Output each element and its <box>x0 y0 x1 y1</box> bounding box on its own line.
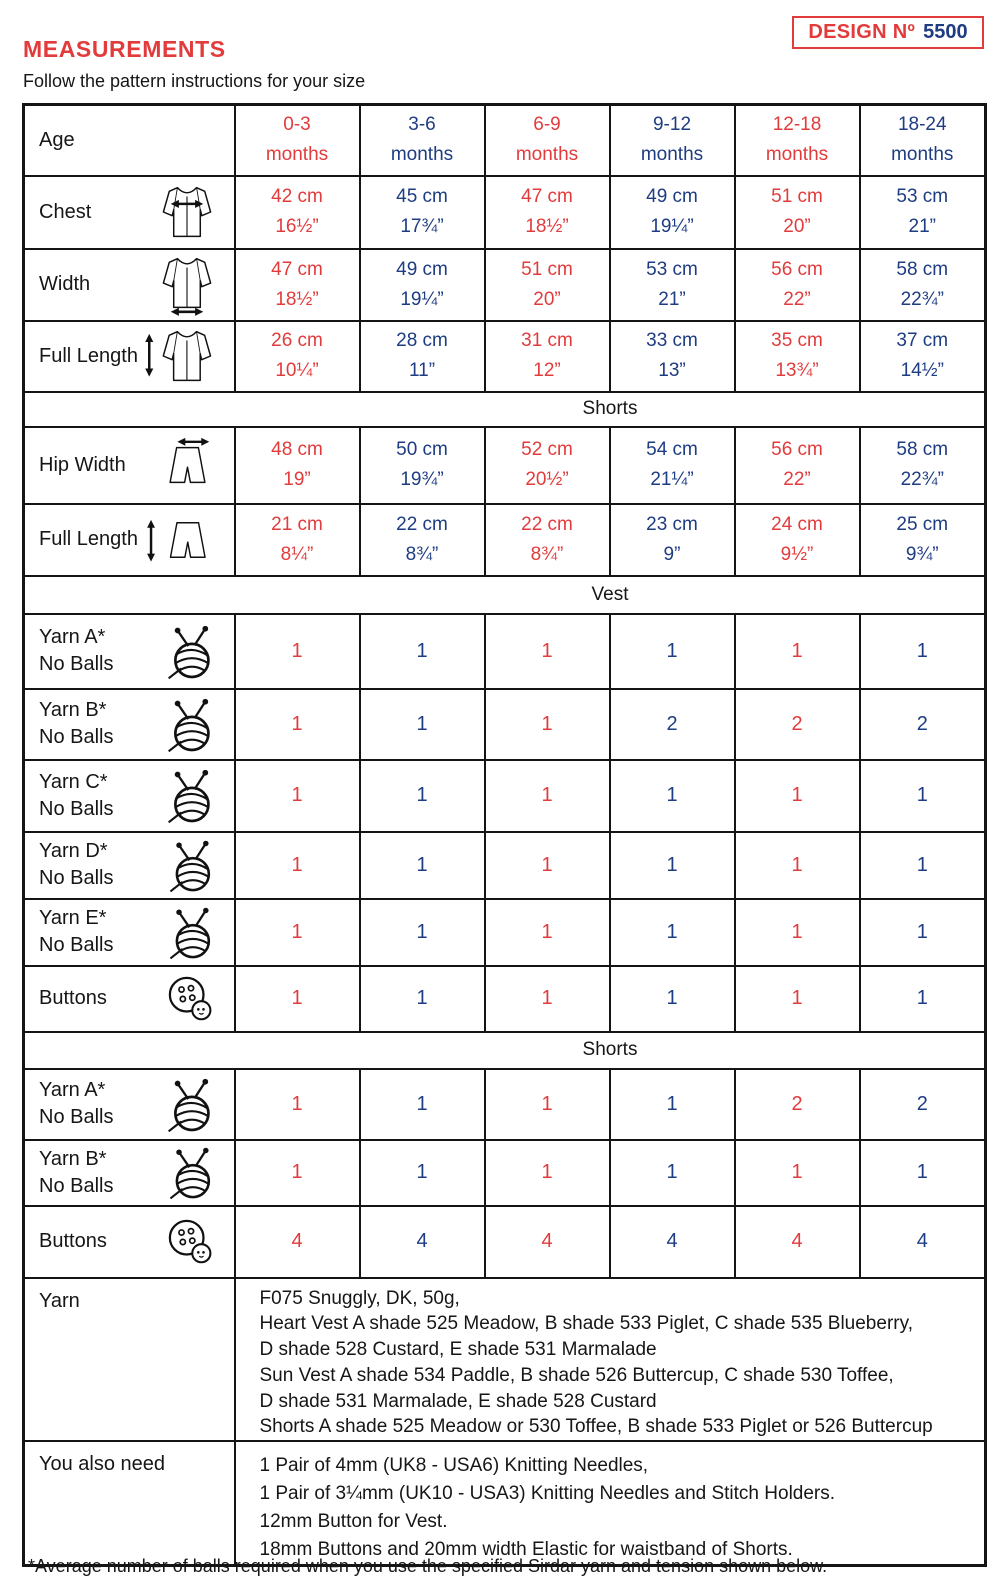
row-label: Full Length <box>39 344 138 367</box>
row-label-cell <box>24 176 235 249</box>
count-cell: 1 <box>235 1140 360 1206</box>
age-col-4: 12-18 months <box>735 105 860 176</box>
yarn-ball-icon <box>166 837 218 894</box>
count-cell: 1 <box>360 760 485 832</box>
count-cell: 1 <box>485 760 610 832</box>
measurement-cell: 25 cm 9¾” <box>860 504 986 576</box>
count-cell: 1 <box>610 899 735 966</box>
count-cell: 4 <box>610 1206 735 1278</box>
age-label: Age <box>24 105 235 176</box>
row-label-cell <box>24 504 235 576</box>
measurement-cell: 45 cm 17¾” <box>360 176 485 249</box>
measurement-cell: 52 cm 20½” <box>485 427 610 504</box>
count-cell: 1 <box>860 966 986 1032</box>
count-cell: 1 <box>610 1140 735 1206</box>
measurement-cell: 42 cm 16½” <box>235 176 360 249</box>
count-cell: 1 <box>610 614 735 689</box>
row-label-cell <box>24 966 235 1032</box>
count-cell: 2 <box>610 689 735 760</box>
table-row-vest-yarn-b <box>24 689 986 760</box>
count-cell: 1 <box>235 689 360 760</box>
measurement-cell: 22 cm 8¾” <box>485 504 610 576</box>
measurement-cell: 53 cm 21” <box>610 249 735 321</box>
measurement-cell: 35 cm 13¾” <box>735 321 860 392</box>
table-row-yarn-info <box>24 1278 986 1442</box>
table-row-vest-yarn-d <box>24 832 986 899</box>
subtitle: Follow the pattern instructions for your size <box>23 71 366 91</box>
count-cell: 1 <box>235 899 360 966</box>
section-row-vest <box>24 576 986 614</box>
measurement-cell: 48 cm 19” <box>235 427 360 504</box>
count-cell: 1 <box>735 1140 860 1206</box>
table-row-vest-yarn-e <box>24 899 986 966</box>
measurement-cell: 22 cm 8¾” <box>360 504 485 576</box>
age-col-1: 3-6 months <box>360 105 485 176</box>
measurement-cell: 37 cm 14½” <box>860 321 986 392</box>
shorts-length-icon <box>146 511 218 569</box>
count-cell: 1 <box>610 832 735 899</box>
measurement-cell: 56 cm 22” <box>735 427 860 504</box>
count-cell: 1 <box>860 899 986 966</box>
row-label-cell <box>24 321 235 392</box>
count-cell: 1 <box>610 1069 735 1140</box>
table-row-shorts-buttons <box>24 1206 986 1278</box>
row-label: Yarn B* No Balls <box>39 699 114 748</box>
count-cell: 2 <box>735 1069 860 1140</box>
row-label: Width <box>39 273 91 295</box>
row-label: You also need <box>24 1441 235 1566</box>
table-row-vest-buttons <box>24 966 986 1032</box>
measurement-cell: 51 cm 20” <box>735 176 860 249</box>
count-cell: 1 <box>360 689 485 760</box>
row-label: Yarn A* No Balls <box>39 626 114 675</box>
row-label: Yarn E* No Balls <box>39 907 114 956</box>
measurement-cell: 58 cm 22¾” <box>860 427 986 504</box>
count-cell: 1 <box>485 614 610 689</box>
age-col-5: 18-24 months <box>860 105 986 176</box>
you-also-need-text: 1 Pair of 4mm (UK8 - USA6) Knitting Needles, 1 Pair of 3¼mm (UK10 - USA3) Knitting Needles and Stitch Holders. 12mm Button for Vest. 18mm Buttons and 20mm width Elastic for waistband of Shorts. <box>235 1441 986 1566</box>
measurement-cell: 49 cm 19¼” <box>610 176 735 249</box>
row-label-cell <box>24 689 235 760</box>
count-cell: 1 <box>235 760 360 832</box>
section-header: Shorts <box>24 1032 986 1069</box>
table-row-you-also-need <box>24 1441 986 1566</box>
count-cell: 1 <box>735 899 860 966</box>
count-cell: 1 <box>360 614 485 689</box>
yarn-ball-icon <box>166 904 218 961</box>
row-label: Yarn A* No Balls <box>39 1079 114 1128</box>
row-label: Hip Width <box>39 453 126 476</box>
measurement-cell: 49 cm 19¼” <box>360 249 485 321</box>
measurement-cell: 50 cm 19¾” <box>360 427 485 504</box>
row-label-cell <box>24 1140 235 1206</box>
count-cell: 1 <box>485 1069 610 1140</box>
measurement-cell: 54 cm 21¼” <box>610 427 735 504</box>
yarn-ball-icon <box>164 766 218 825</box>
count-cell: 4 <box>485 1206 610 1278</box>
yarn-ball-icon <box>164 695 218 754</box>
footnote: *Average number of balls required when you use the specified Sirdar yarn and tension shown below. <box>28 1556 828 1576</box>
table-row-age <box>24 105 986 176</box>
count-cell: 1 <box>610 966 735 1032</box>
measurement-cell: 33 cm 13” <box>610 321 735 392</box>
row-label-cell <box>24 899 235 966</box>
age-col-3: 9-12 months <box>610 105 735 176</box>
section-row-shorts-yarn <box>24 1032 986 1069</box>
shorts-hip-width-icon <box>157 436 218 494</box>
measurement-cell: 47 cm 18½” <box>235 249 360 321</box>
row-label-cell <box>24 249 235 321</box>
section-row-shorts-sizes <box>24 392 986 427</box>
yarn-ball-icon <box>164 622 218 681</box>
measurement-cell: 47 cm 18½” <box>485 176 610 249</box>
age-col-2: 6-9 months <box>485 105 610 176</box>
yarn-info-text: F075 Snuggly, DK, 50g, Heart Vest A shade 525 Meadow, B shade 533 Piglet, C shade 535 Blueberry, D shade 528 Custard, E shade 531 Marmalade Sun Vest A shade 534 Paddle, B shade 526 Buttercup, C shade 530 Toffee, D shade 531 Marmalade, E shade 528 Custard Shorts A shade 525 Meadow or 530 Toffee, B shade 533 Piglet or 526 Buttercup <box>235 1278 986 1442</box>
row-label-cell <box>24 427 235 504</box>
measurement-cell: 31 cm 12” <box>485 321 610 392</box>
measurement-cell: 23 cm 9” <box>610 504 735 576</box>
buttons-icon <box>164 974 218 1024</box>
count-cell: 1 <box>360 1140 485 1206</box>
vest-length-icon <box>144 325 218 387</box>
row-label-cell <box>24 1069 235 1140</box>
count-cell: 1 <box>860 614 986 689</box>
count-cell: 1 <box>485 689 610 760</box>
count-cell: 1 <box>235 1069 360 1140</box>
table-row-full-length <box>24 321 986 392</box>
measurement-cell: 28 cm 11” <box>360 321 485 392</box>
measurements-table <box>22 103 987 1567</box>
count-cell: 1 <box>235 614 360 689</box>
count-cell: 1 <box>860 760 986 832</box>
count-cell: 1 <box>485 899 610 966</box>
count-cell: 1 <box>360 966 485 1032</box>
measurement-cell: 58 cm 22¾” <box>860 249 986 321</box>
row-label-cell <box>24 760 235 832</box>
row-label: Full Length <box>39 528 138 550</box>
count-cell: 1 <box>360 899 485 966</box>
count-cell: 1 <box>485 966 610 1032</box>
row-label: Yarn <box>24 1278 235 1442</box>
count-cell: 1 <box>360 1069 485 1140</box>
vest-chest-width-icon <box>156 181 218 243</box>
measurement-cell: 53 cm 21” <box>860 176 986 249</box>
count-cell: 1 <box>735 832 860 899</box>
row-label: Yarn C* No Balls <box>39 770 114 820</box>
design-number: 5500 <box>923 21 968 43</box>
table-row-shorts-yarn-a <box>24 1069 986 1140</box>
table-row-vest-yarn-a <box>24 614 986 689</box>
yarn-ball-icon <box>164 1075 218 1134</box>
row-label: Yarn D* No Balls <box>39 840 114 889</box>
vest-hem-width-icon <box>156 252 218 317</box>
count-cell: 2 <box>860 689 986 760</box>
row-label: Buttons <box>39 987 107 1009</box>
table-row-hip-width <box>24 427 986 504</box>
count-cell: 1 <box>735 760 860 832</box>
count-cell: 2 <box>735 689 860 760</box>
row-label: Buttons <box>39 1230 107 1252</box>
count-cell: 1 <box>735 614 860 689</box>
count-cell: 4 <box>860 1206 986 1278</box>
count-cell: 4 <box>360 1206 485 1278</box>
page-title: MEASUREMENTS <box>23 36 226 62</box>
table-row-shorts-yarn-b <box>24 1140 986 1206</box>
table-row-width <box>24 249 986 321</box>
row-label-cell <box>24 614 235 689</box>
design-number-box <box>792 16 984 49</box>
count-cell: 1 <box>860 1140 986 1206</box>
measurement-cell: 51 cm 20” <box>485 249 610 321</box>
table-row-shorts-full-length <box>24 504 986 576</box>
section-header: Vest <box>24 576 986 614</box>
count-cell: 1 <box>360 832 485 899</box>
design-label: DESIGN Nº <box>808 21 916 43</box>
age-col-0: 0-3 months <box>235 105 360 176</box>
buttons-icon <box>164 1217 218 1267</box>
measurement-cell: 21 cm 8¼” <box>235 504 360 576</box>
count-cell: 2 <box>860 1069 986 1140</box>
count-cell: 4 <box>735 1206 860 1278</box>
measurement-cell: 26 cm 10¼” <box>235 321 360 392</box>
count-cell: 1 <box>235 966 360 1032</box>
count-cell: 4 <box>235 1206 360 1278</box>
row-label-cell <box>24 832 235 899</box>
row-label: Yarn B* No Balls <box>39 1147 114 1197</box>
section-header: Shorts <box>24 392 986 427</box>
count-cell: 1 <box>235 832 360 899</box>
measurement-cell: 24 cm 9½” <box>735 504 860 576</box>
count-cell: 1 <box>485 832 610 899</box>
count-cell: 1 <box>735 966 860 1032</box>
row-label: Chest <box>39 200 92 223</box>
yarn-ball-icon <box>166 1144 218 1201</box>
measurement-cell: 56 cm 22” <box>735 249 860 321</box>
count-cell: 1 <box>485 1140 610 1206</box>
table-row-chest <box>24 176 986 249</box>
row-label-cell <box>24 1206 235 1278</box>
table-row-vest-yarn-c <box>24 760 986 832</box>
count-cell: 1 <box>860 832 986 899</box>
count-cell: 1 <box>610 760 735 832</box>
